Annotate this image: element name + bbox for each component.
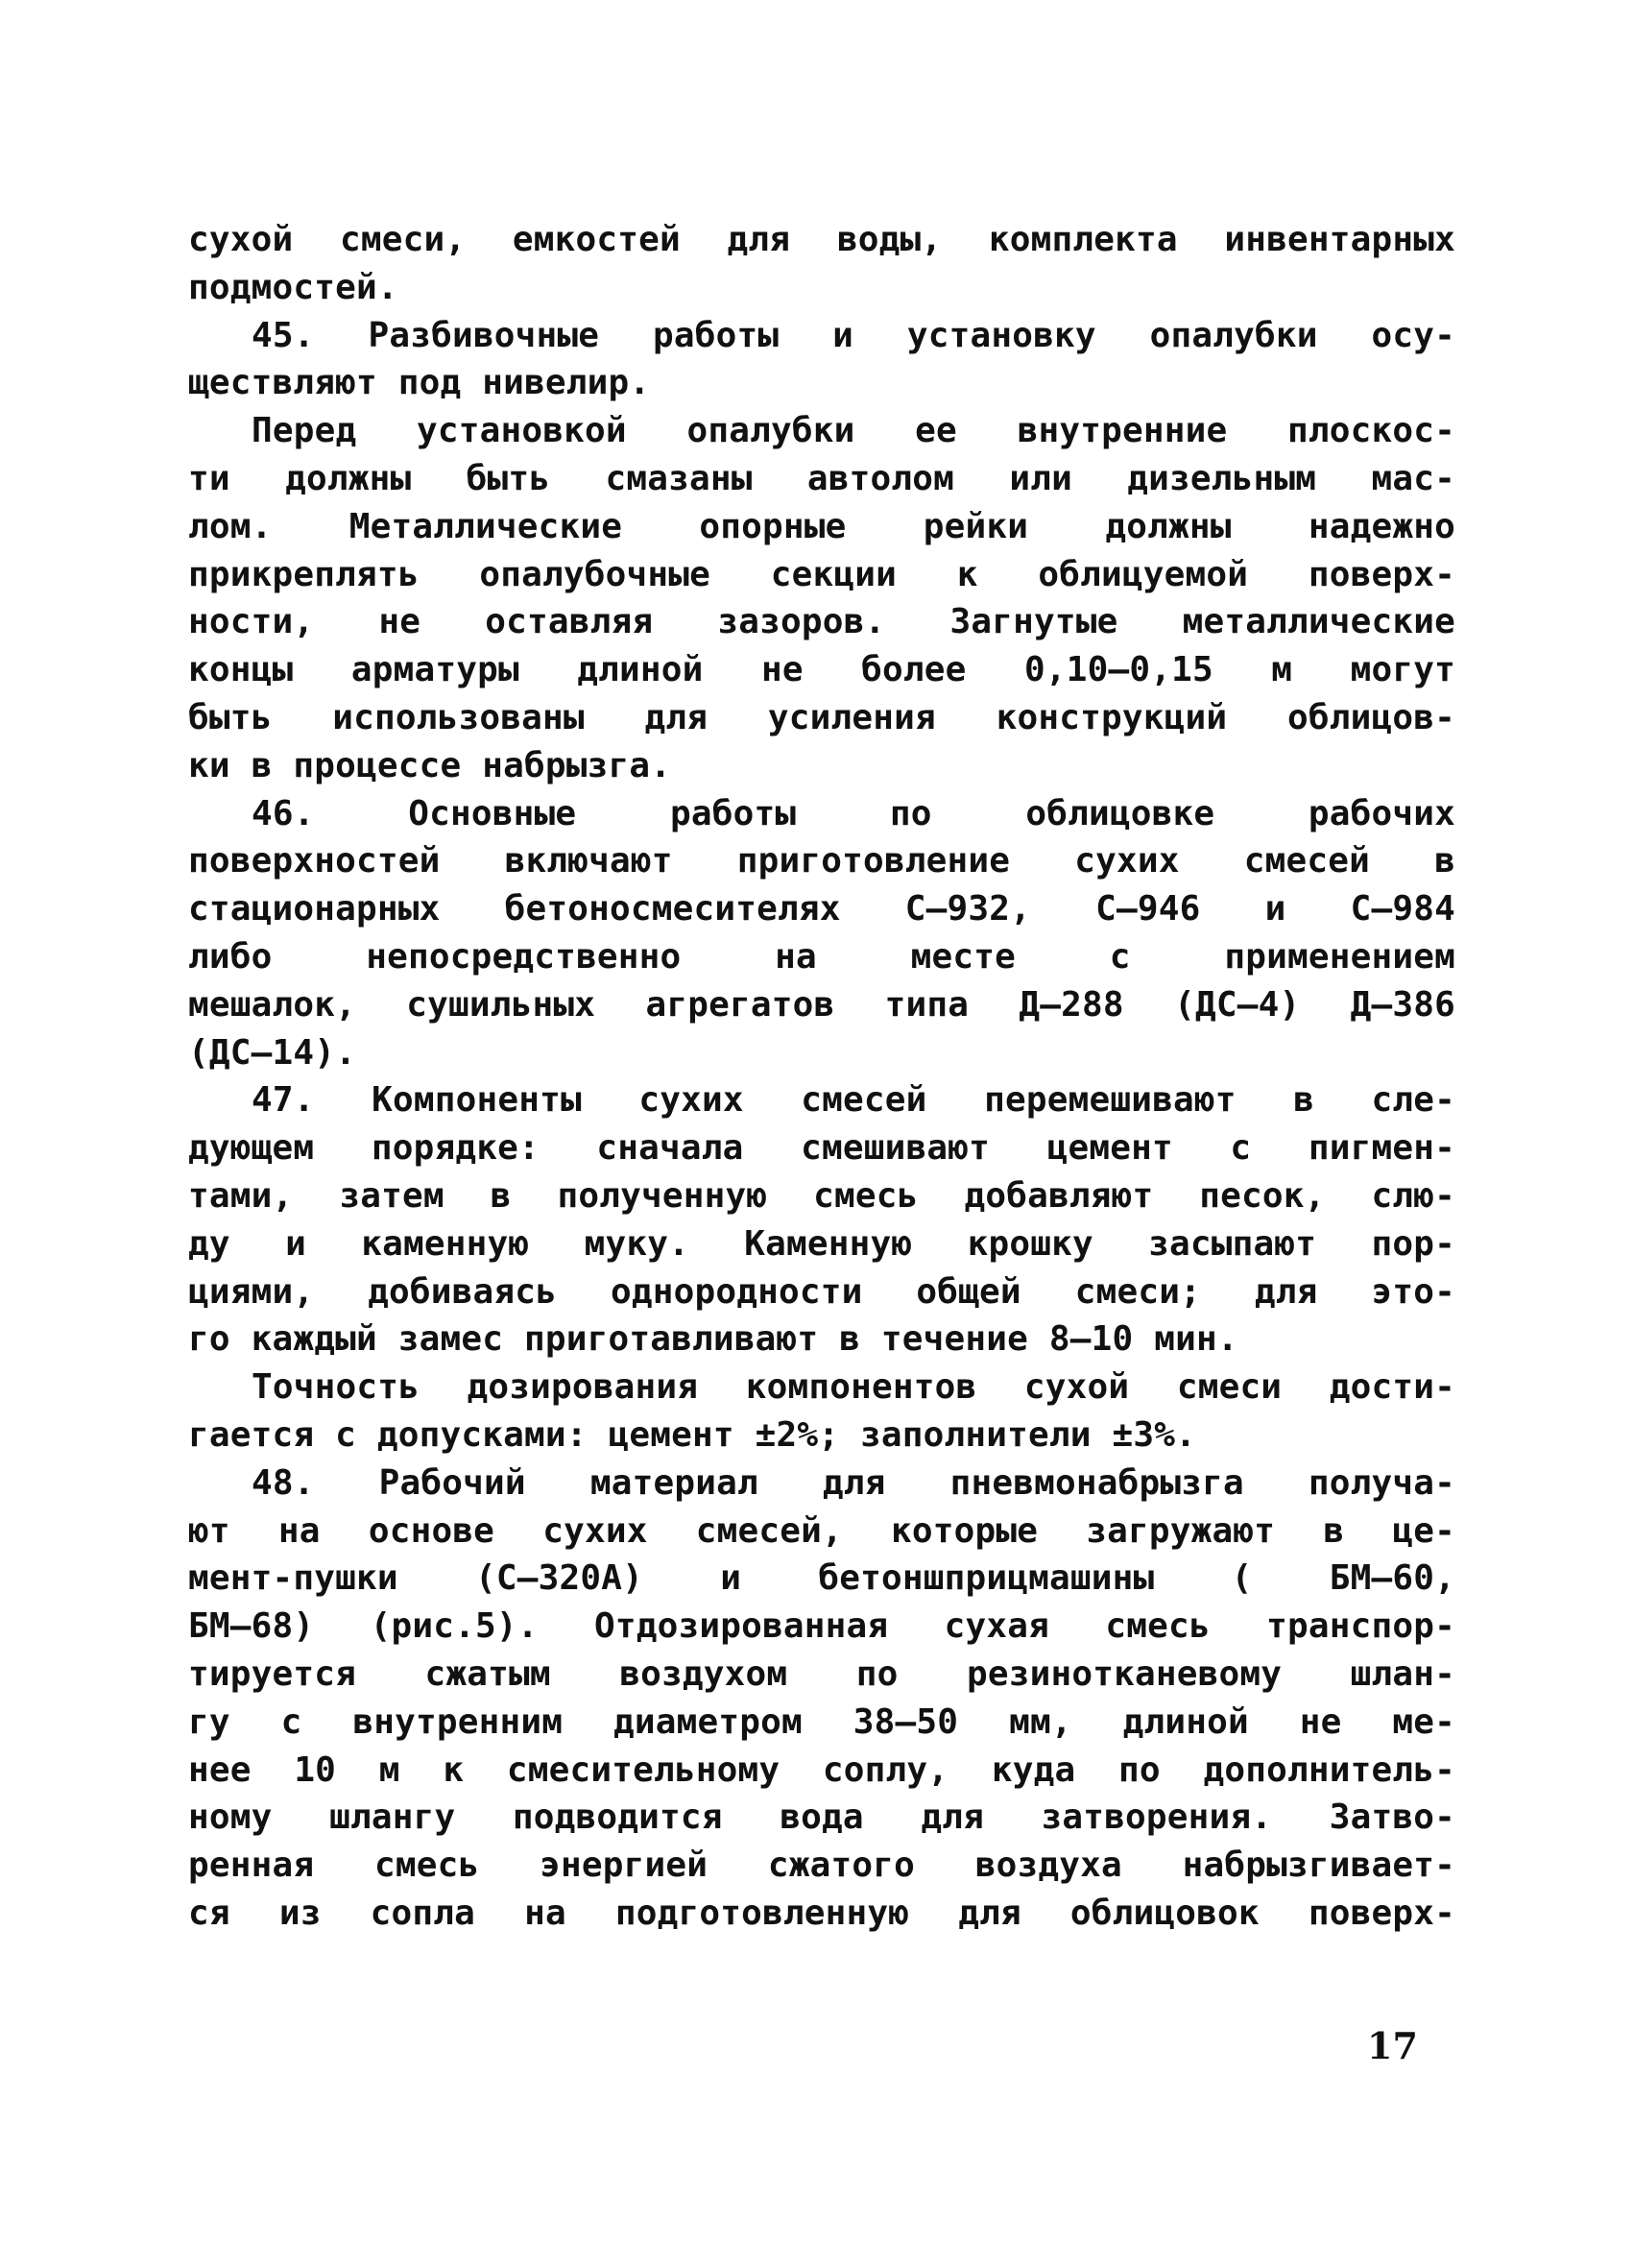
text-line: прикреплять опалубочные секции к облицуемой поверх- — [188, 554, 1455, 594]
text-line: мент-пушки (С–320А) и бетоншприцмашины ( БМ–60, — [188, 1558, 1455, 1599]
text-line: 47. Компоненты сухих смесей перемешивают в сле- — [252, 1080, 1455, 1121]
text-line: концы арматуры длиной не более 0,10–0,15 м могут — [188, 650, 1455, 690]
text-line: гается с допусками: цемент ±2%; заполнители ±3%. — [188, 1414, 1196, 1455]
text-line: либо непосредственно на месте с применением — [188, 936, 1455, 977]
text-line: ности, не оставляя зазоров. Загнутые металлические — [188, 602, 1455, 642]
text-line: ду и каменную муку. Каменную крошку засыпают пор- — [188, 1223, 1455, 1264]
text-line: сухой смеси, емкостей для воды, комплекта инвентарных — [188, 220, 1455, 259]
text-line: ренная смесь энергией сжатого воздуха набрызгивает- — [188, 1846, 1455, 1886]
text-line: го каждый замес приготавливают в течение 8–10 мин. — [188, 1319, 1238, 1360]
text-line: Точность дозирования компонентов сухой смеси дости- — [252, 1367, 1455, 1408]
text-line: ществляют под нивелир. — [188, 363, 651, 403]
text-line: стационарных бетоносмесителях С–932, С–946 и С–984 — [188, 889, 1455, 929]
text-line: циями, добиваясь однородности общей смеси; для это- — [188, 1271, 1455, 1312]
text-line: подмостей. — [188, 267, 398, 307]
text-line: ки в процессе набрызга. — [188, 745, 672, 785]
text-line: поверхностей включают приготовление сухих смесей в — [188, 841, 1455, 881]
text-line: ному шлангу подводится вода для затворения. Затво- — [188, 1798, 1455, 1838]
text-line: 46. Основные работы по облицовке рабочих — [252, 793, 1455, 833]
text-line: гу с внутренним диаметром 38–50 мм, длиной не ме- — [188, 1701, 1455, 1742]
text-line: 48. Рабочий материал для пневмонабрызга получа- — [252, 1462, 1455, 1503]
text-line: БМ–68) (рис.5). Отдозированная сухая смесь транспор- — [188, 1606, 1455, 1647]
text-line: тируется сжатым воздухом по резинотканевому шлан- — [188, 1653, 1455, 1694]
text-line: лом. Металлические опорные рейки должны надежно — [188, 506, 1455, 546]
text-line: нее 10 м к смесительному соплу, куда по дополнитель- — [188, 1749, 1455, 1790]
text-line: дующем порядке: сначала смешивают цемент с пигмен- — [188, 1128, 1455, 1169]
text-line: (ДС–14). — [188, 1032, 356, 1073]
text-line: ти должны быть смазаны автолом или дизельным мас- — [188, 458, 1455, 498]
text-line: 45. Разбивочные работы и установку опалубки осу- — [252, 315, 1455, 355]
text-line: мешалок, сушильных агрегатов типа Д–288 (ДС–4) Д–386 — [188, 984, 1455, 1025]
page-number: 17 — [1367, 2024, 1418, 2067]
text-line: Перед установкой опалубки ее внутренние плоскос- — [252, 411, 1455, 451]
body-text — [188, 216, 1455, 1938]
text-line: быть использованы для усиления конструкций облицов- — [188, 697, 1455, 737]
text-line: тами, затем в полученную смесь добавляют песок, слю- — [188, 1175, 1455, 1216]
text-line: ют на основе сухих смесей, которые загружают в це- — [188, 1510, 1455, 1551]
text-line: ся из сопла на подготовленную для облицовок поверх- — [188, 1893, 1455, 1933]
